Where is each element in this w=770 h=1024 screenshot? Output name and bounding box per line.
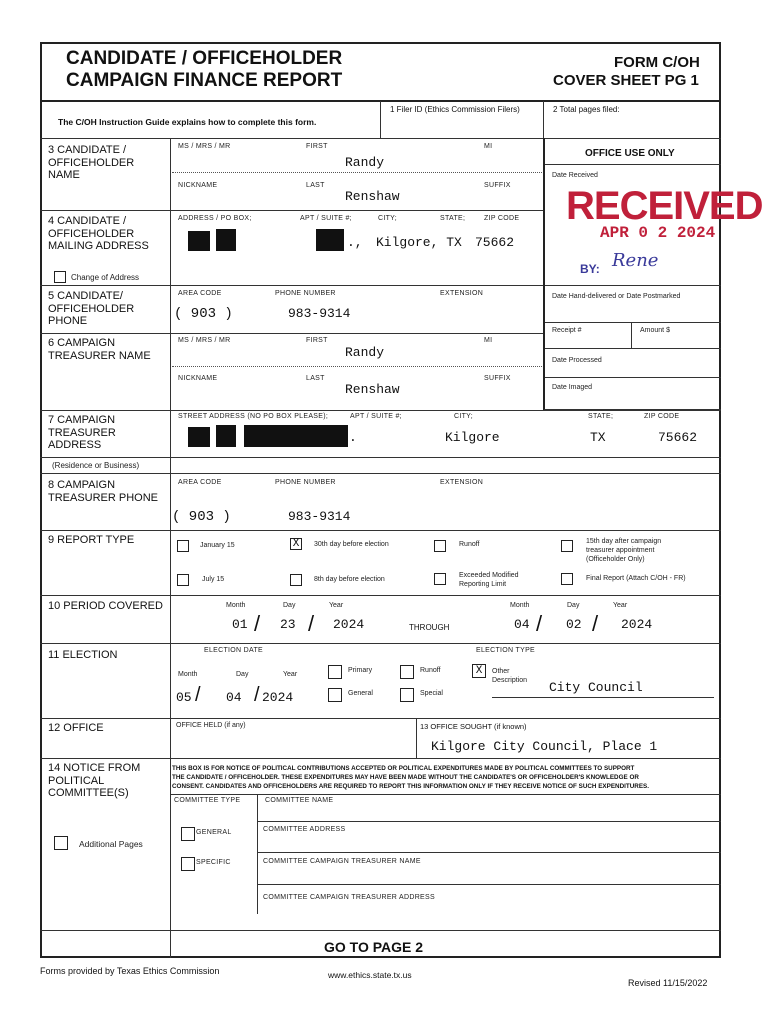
notice-line3: CONSENT. CANDIDATES AND OFFICEHOLDERS ARE REQUIRED TO REPORT THIS INFORMATION ONLY IF THEY RECEIVE NOTICE OF SUCH EXPENDITURES. — [172, 783, 649, 790]
treasurer-phone[interactable]: 983-9314 — [288, 509, 351, 524]
date-hand-delivered-label: Date Hand-delivered or Date Postmarked — [552, 293, 681, 300]
sec12-label: 12 OFFICE — [48, 722, 104, 734]
redaction — [316, 229, 344, 251]
report-type-8th-label: 8th day before election — [314, 576, 385, 583]
committee-address-label: COMMITTEE ADDRESS — [263, 826, 346, 833]
form-title-line1: CANDIDATE / OFFICEHOLDER — [66, 48, 343, 69]
sec7-state-label: STATE; — [588, 413, 614, 420]
redaction — [216, 425, 236, 447]
notice-line1: THIS BOX IS FOR NOTICE OF POLITICAL CONTRIBUTIONS ACCEPTED OR POLITICAL EXPENDITURES MADE BY POLITICAL COMMITTEES TO SUPPORT — [172, 765, 635, 772]
date-slash: / — [536, 611, 543, 636]
sec11-label: 11 ELECTION — [48, 649, 118, 661]
amount-label: Amount $ — [640, 327, 670, 334]
date-slash: / — [308, 611, 315, 636]
sec3-label: 3 CANDIDATE / OFFICEHOLDER NAME — [48, 144, 135, 181]
period-to-year-label: Year — [613, 602, 628, 609]
election-other-description[interactable]: City Council — [549, 680, 643, 695]
office-sought-label: 13 OFFICE SOUGHT (if known) — [420, 722, 527, 731]
election-primary-label: Primary — [348, 667, 373, 674]
date-imaged-label: Date Imaged — [552, 384, 593, 391]
sec5-ext-label: EXTENSION — [440, 290, 484, 297]
committee-name-label: COMMITTEE NAME — [265, 797, 334, 804]
election-month[interactable]: 05 — [176, 690, 192, 705]
sec4-label: 4 CANDIDATE / OFFICEHOLDER MAILING ADDRESS — [48, 215, 149, 252]
redaction — [188, 427, 210, 447]
sec7-zip-label: ZIP CODE — [644, 413, 680, 420]
treasurer-zip[interactable]: 75662 — [658, 430, 698, 445]
candidate-city-state[interactable]: Kilgore, TX — [376, 235, 462, 250]
candidate-address-tail: ., — [347, 235, 363, 250]
residence-note: (Residence or Business) — [52, 461, 140, 470]
office-held-label: OFFICE HELD (if any) — [176, 722, 246, 729]
sec9-label: 9 REPORT TYPE — [48, 534, 135, 546]
total-pages-label: 2 Total pages filed: — [553, 105, 620, 114]
report-type-jul15-label: July 15 — [202, 576, 225, 583]
sec5-label: 5 CANDIDATE/ OFFICEHOLDER PHONE — [48, 290, 135, 327]
sec5-phone-label: PHONE NUMBER — [275, 290, 336, 297]
office-use-title: OFFICE USE ONLY — [585, 148, 675, 159]
period-to-month[interactable]: 04 — [514, 617, 530, 632]
election-type-label: ELECTION TYPE — [476, 647, 536, 654]
sec8-label: 8 CAMPAIGN TREASURER PHONE — [48, 479, 159, 504]
sec8-ext-label: EXTENSION — [440, 479, 484, 486]
committee-specific-label: SPECIFIC — [196, 859, 231, 866]
date-slash: / — [195, 684, 201, 706]
sec6-first-label: FIRST — [306, 337, 328, 344]
sec3-salutation-label: MS / MRS / MR — [178, 143, 231, 150]
sec7-city-label: CITY; — [454, 413, 473, 420]
report-type-8th-checkbox[interactable] — [290, 574, 302, 586]
sec6-nickname-label: NICKNAME — [178, 375, 218, 382]
committee-treasurer-name-label: COMMITTEE CAMPAIGN TREASURER NAME — [263, 858, 421, 865]
receipt-label: Receipt # — [552, 327, 582, 334]
period-from-day[interactable]: 23 — [280, 617, 296, 632]
sec6-suffix-label: SUFFIX — [484, 375, 511, 382]
sec3-last-label: LAST — [306, 182, 325, 189]
report-type-runoff-checkbox[interactable] — [434, 540, 446, 552]
report-type-30th-checkbox[interactable]: X — [290, 538, 302, 550]
sec7-label: 7 CAMPAIGN TREASURER ADDRESS — [48, 414, 116, 451]
through-label: THROUGH — [409, 623, 450, 632]
candidate-last-name[interactable]: Renshaw — [345, 189, 400, 204]
election-day[interactable]: 04 — [226, 690, 242, 705]
date-slash: / — [254, 611, 261, 636]
stamp-by: BY: — [580, 262, 600, 276]
sec4-address-label: ADDRESS / PO BOX; — [178, 215, 252, 222]
sec3-nickname-label: NICKNAME — [178, 182, 218, 189]
election-primary-checkbox[interactable] — [328, 665, 342, 679]
election-runoff-label: Runoff — [420, 667, 441, 674]
election-general-checkbox[interactable] — [328, 688, 342, 702]
period-to-day[interactable]: 02 — [566, 617, 582, 632]
committee-type-label: COMMITTEE TYPE — [174, 797, 241, 804]
provided-by: Forms provided by Texas Ethics Commission — [40, 966, 220, 976]
received-stamp-date: APR 0 2 2024 — [600, 224, 716, 242]
committee-treasurer-address-label: COMMITTEE CAMPAIGN TREASURER ADDRESS — [263, 894, 435, 901]
additional-pages-checkbox[interactable] — [54, 836, 68, 850]
candidate-phone[interactable]: 983-9314 — [288, 306, 351, 321]
form-title-line2: CAMPAIGN FINANCE REPORT — [66, 70, 343, 91]
sec5-area-label: AREA CODE — [178, 290, 222, 297]
election-other-label: Other — [492, 668, 510, 675]
report-type-final-checkbox[interactable] — [561, 573, 573, 585]
sec6-label: 6 CAMPAIGN TREASURER NAME — [48, 337, 151, 362]
candidate-first-name[interactable]: Randy — [345, 155, 385, 170]
go-to-page-2: GO TO PAGE 2 — [324, 939, 424, 955]
sec14-label: 14 NOTICE FROM POLITICAL COMMITTEE(S) — [48, 762, 141, 799]
date-slash: / — [254, 684, 260, 706]
redaction — [244, 425, 348, 447]
candidate-zip[interactable]: 75662 — [475, 235, 515, 250]
sec4-city-label: CITY; — [378, 215, 397, 222]
date-received-label: Date Received — [552, 172, 598, 179]
report-type-runoff-label: Runoff — [459, 541, 480, 548]
sec10-label: 10 PERIOD COVERED — [48, 600, 163, 612]
treasurer-address-tail: . — [349, 430, 357, 445]
sec3-mi-label: MI — [484, 143, 493, 150]
committee-specific-checkbox[interactable] — [181, 857, 195, 871]
committee-general-checkbox[interactable] — [181, 827, 195, 841]
election-date-label: ELECTION DATE — [204, 647, 264, 654]
period-to-day-label: Day — [567, 602, 580, 609]
notice-line2: THE CANDIDATE / OFFICEHOLDER. THESE EXPENDITURES MAY HAVE BEEN MADE WITHOUT THE CANDIDATE'S OR OFFICEHOLDER'S KNOWLEDGE OR — [172, 774, 639, 781]
period-to-month-label: Month — [510, 602, 530, 609]
date-slash: / — [592, 611, 599, 636]
election-special-label: Special — [420, 690, 443, 697]
election-day-label: Day — [236, 671, 249, 678]
sec4-state-label: STATE; — [440, 215, 466, 222]
election-special-checkbox[interactable] — [400, 688, 414, 702]
election-month-label: Month — [178, 671, 198, 678]
sec7-apt-label: APT / SUITE #; — [350, 413, 402, 420]
filer-id-label: 1 Filer ID (Ethics Commission Filers) — [390, 105, 520, 114]
committee-general-label: GENERAL — [196, 829, 232, 836]
report-type-exceeded-line2: Reporting Limit — [459, 581, 507, 588]
period-from-year-label: Year — [329, 602, 344, 609]
redaction — [216, 229, 236, 251]
office-sought-value[interactable]: Kilgore City Council, Place 1 — [431, 739, 658, 754]
guide-note: The C/OH Instruction Guide explains how to complete this form. — [58, 117, 317, 127]
election-description-label: Description — [492, 677, 528, 684]
report-type-jan15-label: January 15 — [200, 542, 235, 549]
election-runoff-checkbox[interactable] — [400, 665, 414, 679]
period-from-month[interactable]: 01 — [232, 617, 248, 632]
revised-date: Revised 11/15/2022 — [628, 978, 708, 988]
sec6-salutation-label: MS / MRS / MR — [178, 337, 231, 344]
treasurer-area-code[interactable]: ( 903 ) — [172, 509, 231, 525]
election-year-label: Year — [283, 671, 298, 678]
sec3-suffix-label: SUFFIX — [484, 182, 511, 189]
period-from-year[interactable]: 2024 — [333, 617, 365, 632]
report-type-final-label: Final Report (Attach C/OH - FR) — [586, 575, 686, 582]
report-type-exceeded-line1: Exceeded Modified — [459, 572, 519, 579]
report-type-15th-line2: treasurer appointment — [586, 547, 655, 554]
change-of-address-checkbox[interactable] — [54, 271, 66, 283]
sec4-zip-label: ZIP CODE — [484, 215, 520, 222]
additional-pages-label: Additional Pages — [79, 839, 143, 849]
treasurer-first-name[interactable]: Randy — [345, 345, 385, 360]
election-general-label: General — [348, 690, 373, 697]
period-from-month-label: Month — [226, 602, 246, 609]
report-type-15th-checkbox[interactable] — [561, 540, 573, 552]
sec8-phone-label: PHONE NUMBER — [275, 479, 336, 486]
website: www.ethics.state.tx.us — [328, 970, 412, 980]
page-label: COVER SHEET PG 1 — [553, 72, 699, 89]
treasurer-state[interactable]: TX — [590, 430, 606, 445]
treasurer-last-name[interactable]: Renshaw — [345, 382, 400, 397]
received-stamp: RECEIVED — [566, 184, 763, 228]
sec8-area-label: AREA CODE — [178, 479, 222, 486]
date-processed-label: Date Processed — [552, 357, 602, 364]
sec6-last-label: LAST — [306, 375, 325, 382]
change-of-address-label: Change of Address — [71, 273, 140, 282]
candidate-area-code[interactable]: ( 903 ) — [174, 306, 233, 322]
report-type-jan15-checkbox[interactable] — [177, 540, 189, 552]
report-type-jul15-checkbox[interactable] — [177, 574, 189, 586]
report-type-15th-line3: (Officeholder Only) — [586, 556, 645, 563]
period-to-year[interactable]: 2024 — [621, 617, 653, 632]
treasurer-city[interactable]: Kilgore — [445, 430, 500, 445]
sec4-apt-label: APT / SUITE #; — [300, 215, 352, 222]
sec7-street-label: STREET ADDRESS (NO PO BOX PLEASE); — [178, 413, 329, 420]
election-other-checkbox[interactable]: X — [472, 664, 486, 678]
report-type-15th-line1: 15th day after campaign — [586, 538, 662, 545]
form-id: FORM C/OH — [614, 54, 700, 71]
period-from-day-label: Day — [283, 602, 296, 609]
report-type-exceeded-checkbox[interactable] — [434, 573, 446, 585]
report-type-30th-label: 30th day before election — [314, 541, 389, 548]
sec3-first-label: FIRST — [306, 143, 328, 150]
stamp-initials: Rene — [612, 250, 659, 271]
sec6-mi-label: MI — [484, 337, 493, 344]
election-year[interactable]: 2024 — [262, 690, 294, 705]
redaction — [188, 231, 210, 251]
